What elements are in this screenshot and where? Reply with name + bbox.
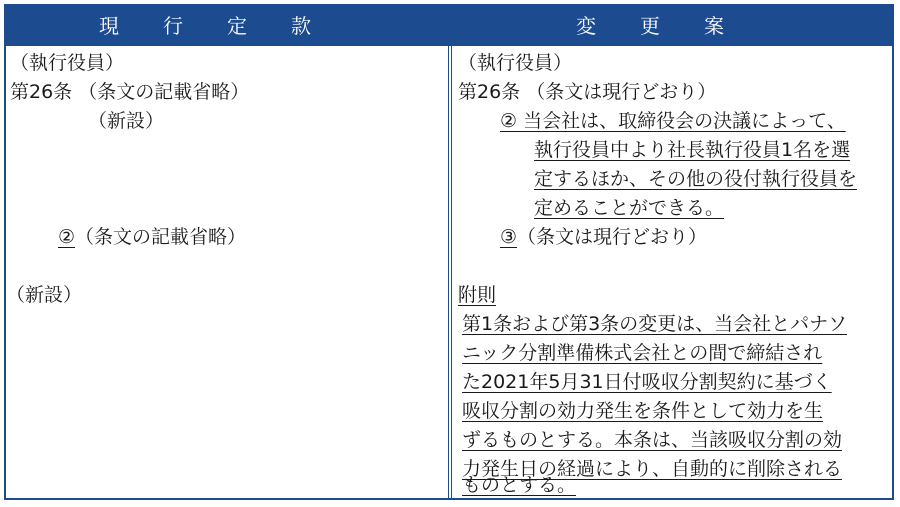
proposed-item-2-line: 定めることができる。 (534, 197, 725, 219)
supplementary-provision-line: た2021年5月31日付吸収分割契約に基づく (462, 371, 832, 393)
proposed-item-3-text: （条文は現行どおり） (517, 226, 708, 248)
column-divider-inner (449, 46, 451, 498)
header-current-articles: 現行定款 (6, 6, 448, 46)
current-item-2-text: （条文の記載省略） (75, 226, 247, 248)
supplementary-provision-line: ずるものとする。本条は、当該吸収分割の効 (462, 429, 843, 451)
proposed-article: 第26条 （条文は現行どおり） (458, 81, 717, 103)
header-proposed-amendments: 変更案 (452, 6, 892, 46)
proposed-item-2-line: 定するほか、その他の役付執行役員を (534, 168, 858, 190)
current-item-2 (58, 224, 246, 250)
supplementary-provision-line: ものとする。 (462, 474, 577, 496)
proposed-item-3-number: ③ (500, 226, 518, 248)
supplementary-provision-line: 第1条および第3条の変更は、当会社とパナソ (462, 313, 847, 335)
proposed-item-3 (500, 224, 707, 250)
proposed-item-2-line: 執行役員中より社長執行役員1名を選 (534, 139, 851, 161)
supplementary-provision-title: 附則 (458, 284, 497, 306)
supplementary-provision-line: 力発生日の経過により、自動的に削除される (462, 458, 843, 480)
current-item-2-number: ② (58, 226, 76, 248)
supplementary-provision-line: 吸収分割の効力発生を条件として効力を生 (462, 400, 824, 422)
current-new-clause-2: （新設） (6, 284, 83, 306)
current-article: 第26条 （条文の記載省略） (10, 81, 250, 103)
proposed-heading: （執行役員） (458, 52, 573, 74)
proposed-item-2-line: ② 当会社は、取締役会の決議によって、 (500, 110, 846, 132)
supplementary-provision-line: ニック分割準備株式会社との間で締結され (462, 342, 823, 364)
current-heading: （執行役員） (10, 52, 125, 74)
current-new-clause-1: （新設） (88, 110, 165, 132)
amendment-table (4, 4, 894, 500)
